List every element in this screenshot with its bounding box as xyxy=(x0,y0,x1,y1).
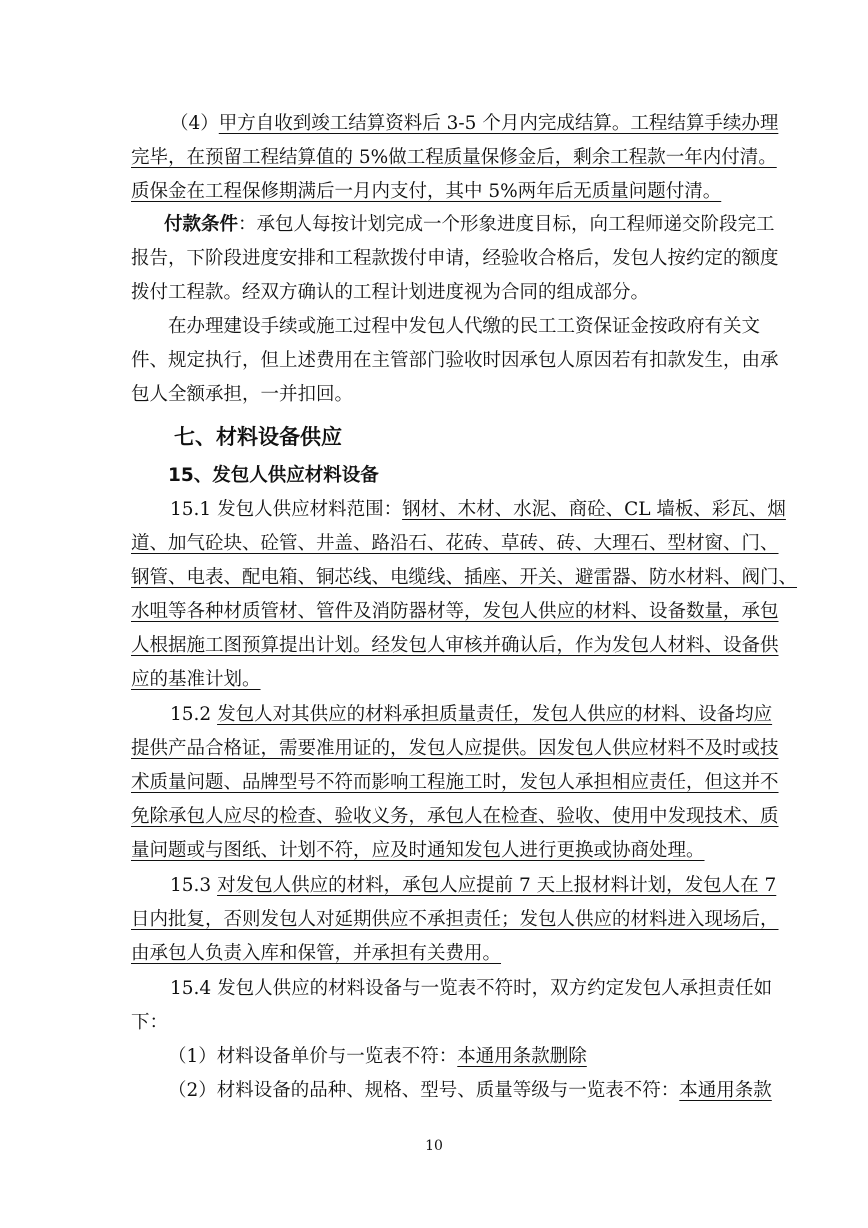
clause-4-number: （4） xyxy=(170,113,219,134)
clause-15-2-line-1 xyxy=(170,702,772,728)
clause-15-1-line-3: 钢管、电表、配电箱、铜芯线、电缆线、插座、开关、避雷器、防水材料、阀门、 xyxy=(131,567,798,588)
clause-15-1-line-4: 水咀等各种材质管材、管件及消防器材等，发包人供应的材料、设备数量，承包 xyxy=(131,601,779,622)
wage-guarantee-line-1: 在办理建设手续或施工过程中发包人代缴的民工工资保证金按政府有关文 xyxy=(168,316,761,337)
wage-guarantee-line-2: 件、规定执行，但上述费用在主管部门验收时因承包人原因若有扣款发生，由承 xyxy=(131,350,779,371)
clause-15-2-text: 发包人对其供应的材料承担质量责任，发包人供应的材料、设备均应 xyxy=(217,704,773,725)
clause-4-text: 甲方自收到竣工结算资料后 3-5 个月内完成结算。工程结算手续办理 xyxy=(218,113,779,134)
clause-15-2-line-3: 术质量问题、品牌型号不符而影响工程施工时，发包人承担相应责任，但这并不 xyxy=(131,772,779,793)
payment-terms-label: 付款条件 xyxy=(164,214,239,235)
clause-15-3-line-1 xyxy=(170,873,776,899)
list-item-2-text: （2）材料设备的品种、规格、型号、质量等级与一览表不符： xyxy=(168,1080,680,1101)
payment-terms-line-1 xyxy=(164,212,775,238)
clause-15-4-line-2: 下： xyxy=(131,1012,169,1033)
list-item-1 xyxy=(168,1044,587,1070)
clause-4-line-1 xyxy=(170,111,778,137)
page-number: 10 xyxy=(425,1138,443,1154)
payment-terms-line-3: 拨付工程款。经双方确认的工程计划进度视为合同的组成部分。 xyxy=(131,282,650,303)
clause-15-2-line-4: 免除承包人应尽的检查、验收义务，承包人在检查、验收、使用中发现技术、质 xyxy=(131,806,779,827)
payment-terms-text: ：承包人每按计划完成一个形象进度目标，向工程师递交阶段完工 xyxy=(238,214,775,235)
list-item-2 xyxy=(168,1078,772,1104)
payment-terms-line-2: 报告，下阶段进度安排和工程款拨付申请，经验收合格后，发包人按约定的额度 xyxy=(131,248,779,269)
wage-guarantee-line-3: 包人全额承担，一并扣回。 xyxy=(131,384,354,405)
list-item-1-text: （1）材料设备单价与一览表不符： xyxy=(168,1046,458,1067)
clause-15-1-line-6: 应的基准计划。 xyxy=(131,669,261,690)
clause-15-3-text: 对发包人供应的材料，承包人应提前 7 天上报材料计划，发包人在 7 xyxy=(217,875,777,896)
clause-15-1-line-1 xyxy=(170,497,786,523)
clause-15-1-text: 钢材、木材、水泥、商砼、CL 墙板、彩瓦、烟 xyxy=(402,499,786,520)
clause-4-line-3: 质保金在工程保修期满后一月内支付，其中 5%两年后无质量问题付清。 xyxy=(131,181,722,202)
clause-15-1-line-5: 人根据施工图预算提出计划。经发包人审核并确认后，作为发包人材料、设备供 xyxy=(131,635,779,656)
clause-4-line-2: 完毕，在预留工程结算值的 5%做工程质量保修金后，剩余工程款一年内付清。 xyxy=(131,147,777,168)
section-heading: 七、材料设备供应 xyxy=(174,425,342,449)
clause-15-1-line-2: 道、加气砼块、砼管、井盖、路沿石、花砖、草砖、砖、大理石、型材窗、门、 xyxy=(131,533,779,554)
clause-15-3-line-3: 由承包人负责入库和保管，并承担有关费用。 xyxy=(131,943,502,964)
clause-15-2-line-2: 提供产品合格证，需要准用证的，发包人应提供。因发包人供应材料不及时或技 xyxy=(131,738,779,759)
clause-15-3-line-2: 日内批复，否则发包人对延期供应不承担责任；发包人供应的材料进入现场后， xyxy=(131,909,779,930)
clause-15-2-line-5: 量问题或与图纸、计划不符，应及时通知发包人进行更换或协商处理。 xyxy=(131,840,705,861)
list-item-1-underlined: 本通用条款删除 xyxy=(457,1046,587,1067)
subsection-heading: 15、发包人供应材料设备 xyxy=(168,465,379,486)
clause-15-2-number: 15.2 xyxy=(170,704,218,725)
clause-15-3-number: 15.3 xyxy=(170,875,218,896)
clause-15-1-number: 15.1 发包人供应材料范围： xyxy=(170,499,403,520)
clause-15-4-line-1: 15.4 发包人供应的材料设备与一览表不符时，双方约定发包人承担责任如 xyxy=(170,978,773,999)
list-item-2-underlined: 本通用条款 xyxy=(679,1080,772,1101)
